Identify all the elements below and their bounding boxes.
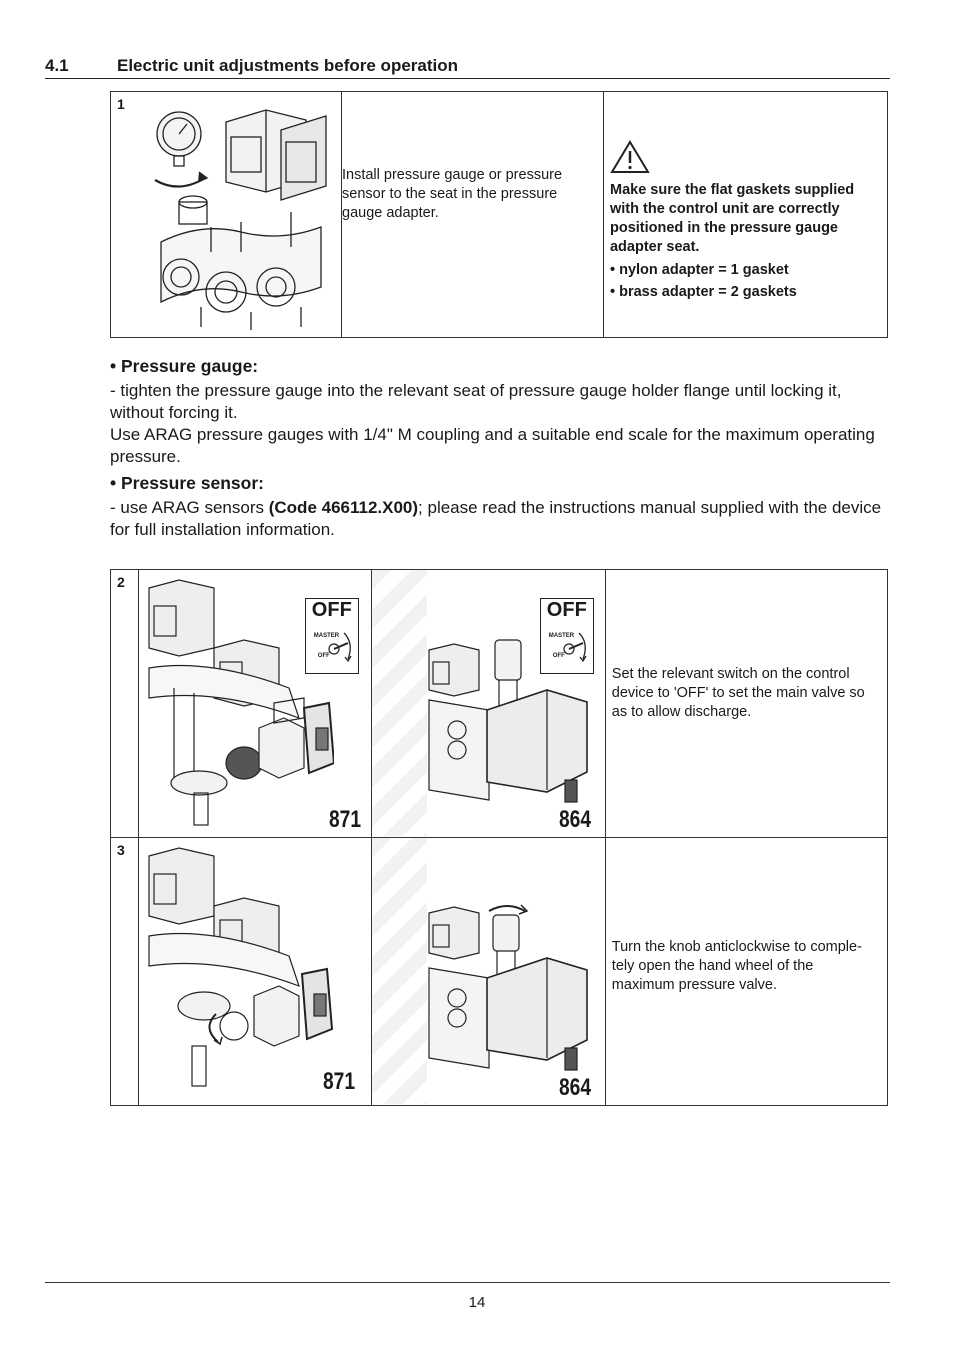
- switch-lever-icon: [559, 629, 589, 665]
- step3-number-cell: [111, 838, 139, 1106]
- step1-warning-text: Make sure the flat gaskets supplied with the control unit are correctly positioned in the pressure gauge adapter seat.: [609, 182, 855, 255]
- step1-number: 1: [117, 96, 125, 112]
- pressure-gauge-install-illustration: [141, 102, 331, 332]
- step3-illustration-864-cell: [371, 838, 605, 1106]
- pressure-gauge-heading: • Pressure gauge:: [110, 356, 259, 376]
- off-small-label: OFF: [317, 653, 330, 659]
- warning-triangle-icon: [610, 140, 650, 174]
- pressure-gauge-line2: Use ARAG pressure gauges with 1/4" M coupling and a suitable end scale for the maximum operating pressure.: [110, 425, 875, 466]
- step1-table: [110, 91, 888, 338]
- off-small-label-864: OFF: [552, 653, 565, 659]
- section-title: Electric unit adjustments before operation: [117, 56, 459, 75]
- off-switch-indicator-864: [540, 598, 594, 674]
- page-number: 14: [468, 1294, 486, 1311]
- pressure-sensor-text-before: - use ARAG sensors: [110, 498, 269, 517]
- off-label: OFF: [311, 599, 352, 621]
- pressure-gauge-line1: - tighten the pressure gauge into the relevant seat of pressure gauge holder flange until locking it, without forcing it.: [110, 381, 842, 422]
- step1-illustration-cell: [111, 92, 342, 338]
- model-864-label: 864: [558, 806, 591, 833]
- step3-description-cell: [605, 838, 887, 1106]
- step3-description: Turn the knob anticlockwise to comple-tely open the hand wheel of the maximum pressure valve.: [611, 939, 862, 993]
- step2-row: [111, 570, 888, 838]
- step2-illustration-864-cell: [371, 570, 605, 838]
- step3-illustration-871-cell: [138, 838, 371, 1106]
- off-label-864: OFF: [546, 599, 587, 621]
- pressure-sensor-heading: • Pressure sensor:: [110, 473, 264, 493]
- step2-description: Set the relevant switch on the control device to 'OFF' to set the main valve so as to allow discharge.: [611, 666, 865, 720]
- model-871-label: 871: [328, 806, 361, 833]
- step1-bullet-brass: • brass adapter = 2 gaskets: [609, 284, 797, 300]
- hatched-band: [372, 838, 427, 1104]
- master-label: MASTER: [313, 633, 340, 639]
- step1-description-cell: [342, 92, 604, 338]
- step3-number: 3: [117, 842, 125, 858]
- step1-bullet-nylon: • nylon adapter = 1 gasket: [609, 262, 789, 278]
- switch-lever-icon: [324, 629, 354, 665]
- master-label-864: MASTER: [548, 633, 575, 639]
- pressure-instructions: [110, 355, 892, 541]
- unit-871-knob-illustration: [144, 846, 359, 1101]
- step3-row: [111, 838, 888, 1106]
- pressure-sensor-text: [110, 497, 892, 541]
- pressure-sensor-text-after: ; please read the instructions manual supplied with the device for full installation information.: [110, 498, 882, 539]
- unit-864-knob-illustration: [427, 893, 602, 1098]
- step1-description: Install pressure gauge or pressure sensor to the seat in the pressure gauge adapter.: [342, 167, 563, 221]
- section-number: 4.1: [45, 56, 69, 75]
- section-heading: [45, 56, 890, 79]
- step2-description-cell: [605, 570, 887, 838]
- pressure-sensor-code: (Code 466112.X00): [268, 498, 419, 517]
- model-871-label-step3: 871: [322, 1068, 355, 1095]
- hatched-band: [372, 570, 427, 836]
- step2-number: 2: [117, 574, 125, 590]
- step2-number-cell: [111, 570, 139, 838]
- model-864-label-step3: 864: [558, 1074, 591, 1101]
- step1-warning-cell: [603, 92, 887, 338]
- off-switch-indicator-871: [305, 598, 359, 674]
- steps-2-3-table: [110, 569, 888, 1106]
- footer-rule: [45, 1282, 890, 1283]
- step2-illustration-871-cell: [138, 570, 371, 838]
